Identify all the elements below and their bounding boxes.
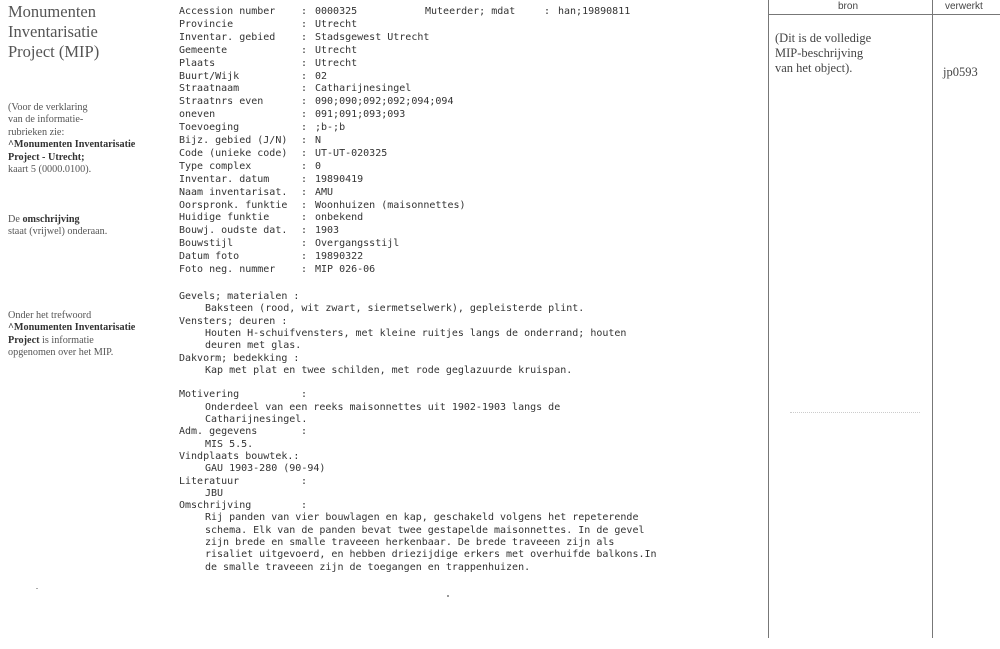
note-line (8, 335, 178, 347)
note-text: is informatie (39, 334, 94, 346)
field-label: Straatnaam (179, 83, 240, 95)
body-line: Gevels; materialen : (179, 291, 300, 302)
field-value: Overgangsstijl (315, 238, 400, 250)
note-line: kaart 5 (0000.0100). (8, 164, 92, 176)
field-value: 19890322 (315, 251, 364, 263)
field-value: 090;090;092;092;094;094 (315, 96, 454, 108)
note-line: rubrieken zie: (8, 126, 65, 138)
field-label: Toevoeging (179, 122, 240, 134)
body-line: Vindplaats bouwtek.: (179, 450, 300, 462)
body-line: Baksteen (rood, wit zwart, siermetselwerk), gepleisterde plint. (205, 303, 585, 315)
field-value: Utrecht (315, 44, 358, 56)
column-header-bron: bron (838, 1, 859, 12)
field-colon: : (301, 238, 308, 250)
keyword-bold: omschrijving (22, 214, 80, 225)
field-colon: : (301, 147, 308, 159)
field-value: onbekend (315, 212, 364, 224)
left-margin (8, 0, 178, 359)
note-explanation (8, 102, 178, 176)
note-line (8, 139, 178, 151)
body-line: Omschrijving (179, 500, 252, 512)
note-line (8, 322, 178, 334)
body-line: zijn brede en smalle traveeen herkenbaar. De brede traveeen zijn als (205, 537, 615, 548)
field-label: Inventar. datum (179, 173, 270, 185)
field-value: 1903 (315, 225, 340, 237)
field-value: MIP 026-06 (315, 264, 376, 275)
field-colon: : (301, 135, 308, 146)
field-colon: : (301, 44, 308, 56)
body-line: Literatuur (179, 475, 240, 487)
note-keyword (8, 310, 178, 360)
note-line: opgenomen over het MIP. (8, 347, 114, 359)
body-line: risaliet uitgevoerd, en hebben driezijdige erkers met overhuifde balkons.In (205, 549, 657, 561)
body-line: Kap met plat en twee schilden, met rode geglazuurde kruispan. (205, 364, 573, 376)
field-label: Type complex (179, 160, 252, 172)
column-header-verwerkt: verwerkt (945, 1, 983, 12)
body-colon: : (301, 389, 308, 401)
title-line: Project (MIP) (8, 42, 100, 61)
field-colon: : (301, 160, 308, 172)
field-value: 091;091;093;093 (315, 109, 406, 121)
field-label: Huidige funktie (179, 212, 270, 224)
field-colon: : (301, 18, 308, 30)
field-label: Oorspronk. funktie (179, 199, 288, 211)
keyword-bold: ^Monumenten Inventarisatie (8, 322, 136, 334)
field-colon: : (301, 109, 308, 121)
column-divider (932, 0, 933, 638)
note-line: (Voor de verklaring (8, 102, 88, 113)
reference-bold: ^Monumenten Inventarisatie (8, 139, 136, 151)
field-label: oneven (179, 109, 216, 121)
note-line: staat (vrijwel) onderaan. (8, 226, 108, 238)
field-value: Catharijnesingel (315, 83, 412, 95)
reference-bold: Project - Utrecht; (8, 151, 85, 163)
bron-line: (Dit is de volledige (775, 31, 872, 45)
field-label: Code (unieke code) (179, 147, 288, 159)
field-colon: : (301, 6, 308, 17)
body-line: Adm. gegevens (179, 426, 258, 438)
field-label: Foto neg. nummer (179, 264, 276, 275)
body-line: Onderdeel van een reeks maisonnettes uit 1902-1903 langs de (205, 401, 561, 413)
field-label: Accession number (179, 6, 276, 17)
verwerkt-value: jp0593 (943, 65, 978, 79)
field-label: Bouwj. oudste dat. (179, 225, 288, 237)
scan-speck (447, 595, 449, 597)
bron-line: MIP-beschrijving (775, 46, 864, 60)
note-line (8, 152, 178, 164)
scan-speck (36, 588, 38, 589)
body-line: deuren met glas. (205, 340, 302, 352)
keyword-bold: Project (8, 334, 40, 346)
note-line (8, 214, 178, 226)
body-line: Motivering (179, 389, 240, 401)
field-label: Bouwstijl (179, 238, 234, 250)
field-colon: : (301, 251, 308, 263)
field-value: Woonhuizen (maisonnettes) (315, 199, 466, 211)
field-label: Straatnrs even (179, 96, 264, 108)
field-label: Bijz. gebied (J/N) (179, 135, 288, 146)
body-line: de smalle traveeen zijn de toegangen en trappenhuizen. (205, 561, 531, 573)
body-line: Rij panden van vier bouwlagen en kap, geschakeld volgens het repeterende (205, 512, 639, 524)
field-colon: : (301, 173, 308, 185)
column-divider (768, 0, 769, 638)
field-label: Naam inventarisat. (179, 186, 288, 198)
field-value: ;b-;b (315, 122, 346, 134)
field-colon: : (301, 264, 308, 275)
bron-note (775, 31, 930, 76)
field-value: 02 (315, 70, 328, 82)
body-line: Houten H-schuifvensters, met kleine ruitjes langs de onderrand; houten (205, 327, 627, 339)
body-line: JBU (205, 487, 224, 499)
field-label: Inventar. gebied (179, 31, 276, 43)
field-label: Gemeente (179, 44, 228, 56)
field-value: N (315, 135, 322, 146)
field-value: AMU (315, 186, 334, 198)
field-value: UT-UT-020325 (315, 147, 388, 159)
body-line: Catharijnesingel. (205, 414, 308, 425)
field-colon: : (301, 225, 308, 237)
note-line: van de informatie- (8, 114, 84, 126)
field-label: Provincie (179, 18, 234, 30)
body-colon: : (301, 475, 308, 487)
field-colon: : (301, 96, 308, 108)
body-line: Dakvorm; bedekking : (179, 352, 300, 364)
field-colon: : (301, 122, 308, 134)
body-line: Vensters; deuren : (179, 315, 288, 327)
field-label: Buurt/Wijk (179, 70, 240, 82)
field-colon: : (301, 186, 308, 198)
field-colon: : (301, 199, 308, 211)
title-line: Inventarisatie (8, 22, 98, 41)
field-colon: : (301, 212, 308, 224)
note-text: De (8, 214, 23, 225)
body-line: MIS 5.5. (205, 438, 254, 450)
field-label: Plaats (179, 57, 216, 69)
muteerder-label: Muteerder; mdat (425, 6, 516, 17)
field-value: 0 (315, 160, 322, 172)
header-rule (768, 14, 1000, 15)
field-colon: : (301, 83, 308, 95)
title-line: Monumenten (8, 2, 96, 21)
body-colon: : (301, 500, 308, 512)
note-line: Onder het trefwoord (8, 310, 92, 321)
note-description (8, 214, 178, 239)
document-title (8, 2, 178, 62)
bron-line: van het object). (775, 61, 853, 75)
body-colon: : (301, 426, 308, 438)
field-value: Utrecht (315, 57, 358, 69)
field-colon: : (301, 57, 308, 69)
field-value: Utrecht (315, 18, 358, 30)
field-label: Datum foto (179, 251, 240, 263)
field-value: 0000325 (315, 6, 358, 17)
field-value: Stadsgewest Utrecht (315, 31, 430, 43)
body-line: schema. Elk van de panden bevat twee gestapelde maisonnettes. In de gevel (205, 524, 645, 536)
field-value: 19890419 (315, 173, 364, 185)
field-colon: : (301, 70, 308, 82)
muteerder-value: han;19890811 (558, 6, 631, 17)
faint-dotted-mark (790, 412, 920, 413)
body-line: GAU 1903-280 (90-94) (205, 463, 326, 475)
field-colon: : (301, 31, 308, 43)
muteerder-colon: : (544, 6, 551, 17)
